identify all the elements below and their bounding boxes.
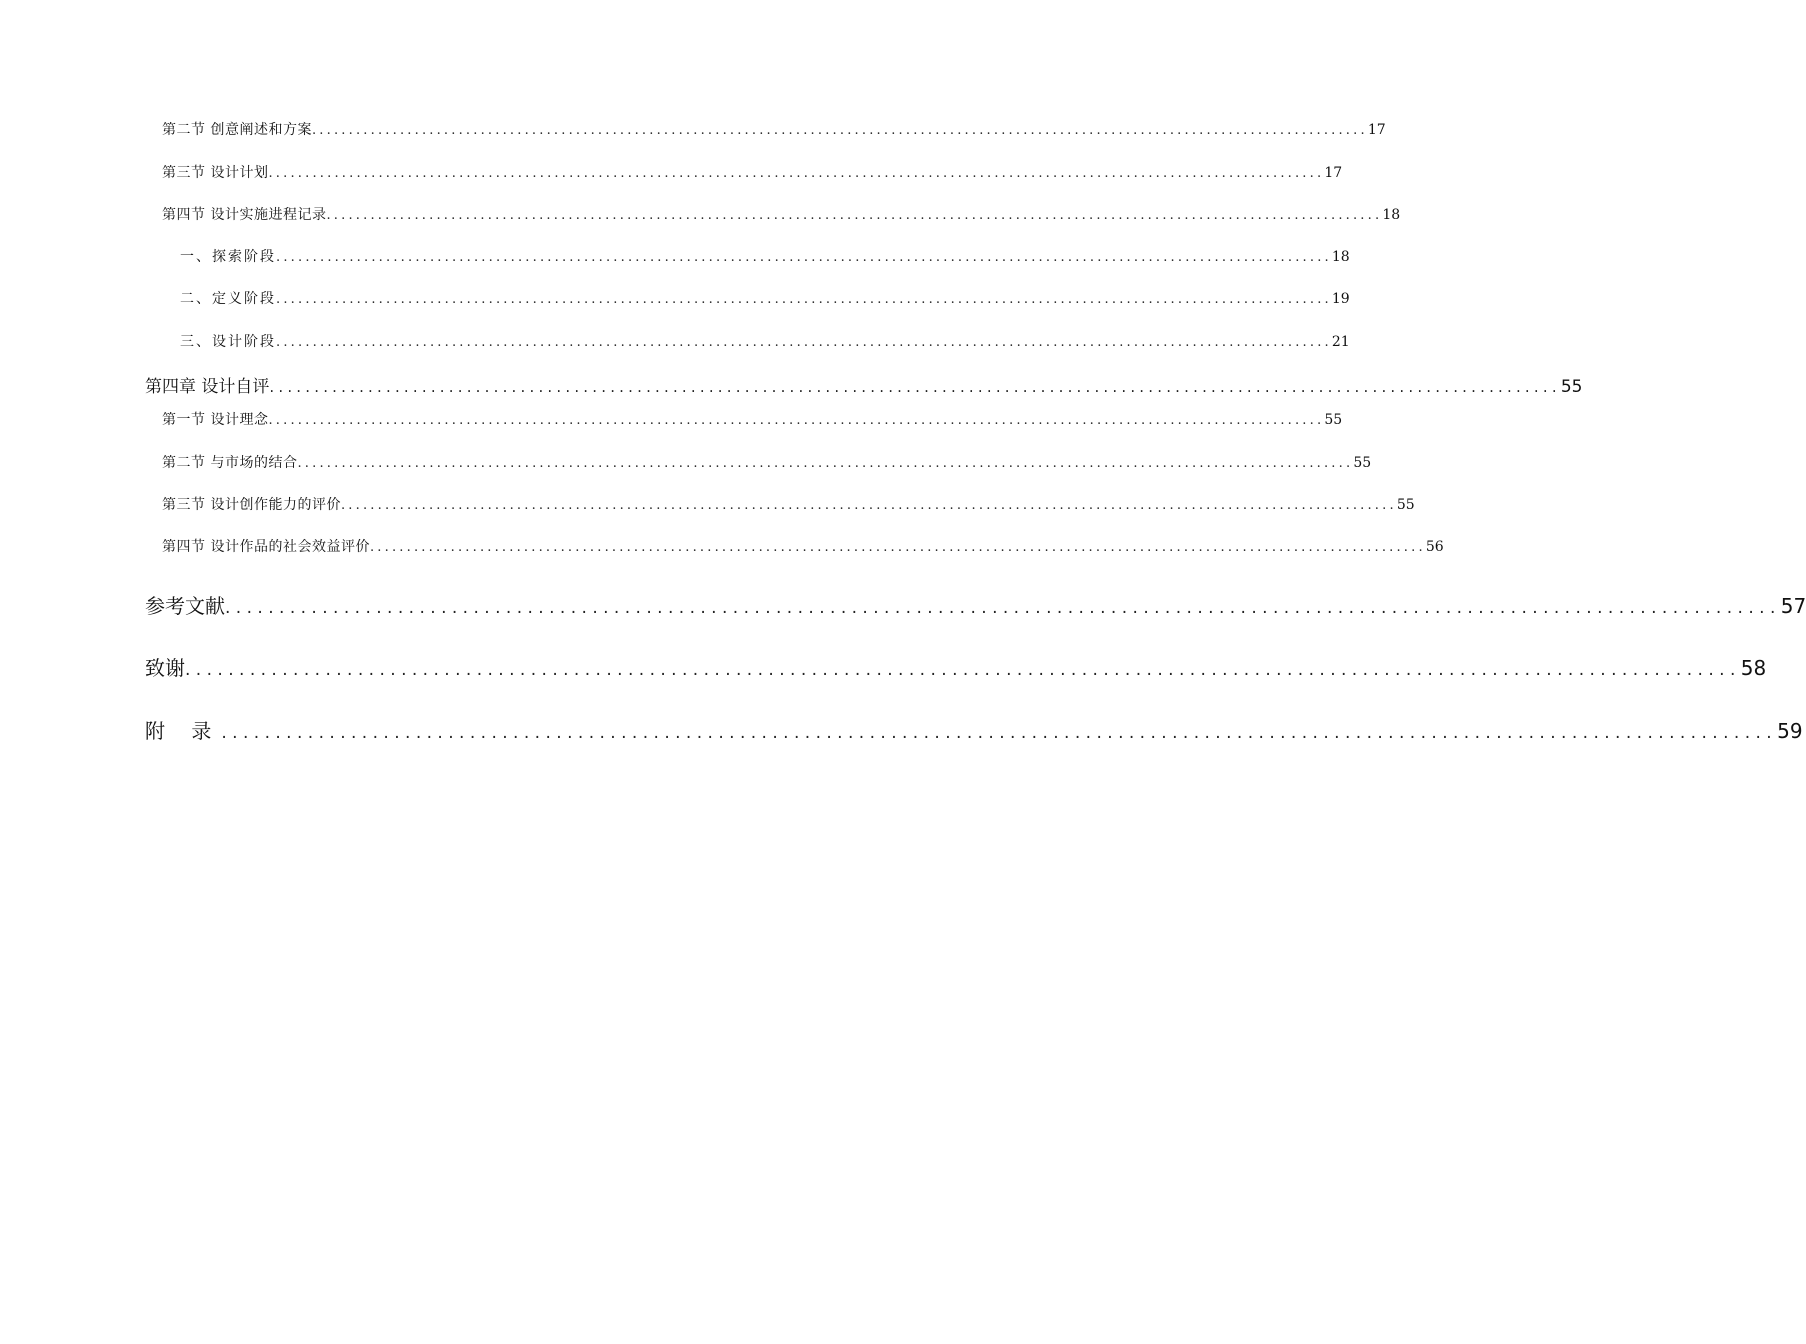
toc-leader-dots: ................................................................................................................................................ — [268, 413, 1325, 428]
toc-entry-label: 第四节 设计作品的社会效益评价 — [162, 539, 370, 555]
toc-entry[interactable] — [162, 119, 1386, 139]
toc-leader-dots: ................................................................................................................................................ — [269, 378, 1561, 396]
toc-page-number: 21 — [1331, 334, 1350, 350]
toc-entry-label: 致谢 — [145, 656, 185, 680]
toc-entry[interactable] — [162, 536, 1444, 556]
toc-entry[interactable] — [145, 590, 1806, 619]
toc-entry[interactable] — [162, 162, 1343, 182]
toc-page-number: 59 — [1777, 719, 1803, 743]
toc-entry-label: 附 录 — [145, 719, 222, 743]
toc-entry-label: 第二节 创意阐述和方案 — [162, 122, 312, 138]
toc-leader-dots: ................................................................................................................................................ — [340, 498, 1397, 513]
toc-entry-label: 第一节 设计理念 — [162, 412, 269, 428]
toc-page-number: 55 — [1324, 412, 1343, 428]
toc-page-number: 55 — [1396, 497, 1415, 513]
toc-leader-dots: ................................................................................................................................................ — [276, 335, 1332, 350]
toc-entry-label: 第四节 设计实施进程记录 — [162, 207, 327, 223]
toc-entry-label: 第三节 设计创作能力的评价 — [162, 497, 341, 513]
toc-entry-label: 参考文献 — [145, 594, 225, 618]
toc-page-number: 55 — [1560, 377, 1583, 397]
toc-entry[interactable] — [162, 452, 1372, 472]
toc-page-number: 56 — [1425, 539, 1444, 555]
toc-page-number: 55 — [1353, 455, 1372, 471]
toc-entry-label: 第四章 设计自评 — [145, 377, 270, 397]
toc-leader-dots: ................................................................................................................................................ — [311, 123, 1368, 138]
toc-entry-label: 第二节 与市场的结合 — [162, 455, 298, 471]
toc-leader-dots: ................................................................................................................................................ — [276, 250, 1332, 265]
toc-leader-dots: ................................................................................................................................................ — [369, 540, 1426, 555]
toc-leader-dots: ................................................................................................................................................ — [221, 723, 1778, 743]
toc-entry[interactable] — [145, 715, 1803, 744]
toc-entry[interactable] — [180, 288, 1350, 308]
toc-entry-label: 三、设计阶段 — [180, 334, 276, 350]
toc-entry-label: 二、定义阶段 — [180, 291, 276, 307]
toc-entry[interactable] — [145, 652, 1767, 681]
toc-entry[interactable] — [180, 246, 1350, 266]
toc-leader-dots: ................................................................................................................................................ — [185, 660, 1741, 680]
toc-entry-label: 一、探索阶段 — [180, 249, 276, 265]
toc-entry[interactable] — [162, 494, 1415, 514]
toc-leader-dots: ................................................................................................................................................ — [276, 292, 1332, 307]
toc-leader-dots: ................................................................................................................................................ — [297, 456, 1354, 471]
toc-page-number: 17 — [1367, 122, 1386, 138]
toc-entry[interactable] — [145, 372, 1583, 397]
toc-leader-dots: ................................................................................................................................................ — [268, 166, 1325, 181]
toc-page-number: 58 — [1740, 656, 1767, 680]
toc-page-number: 19 — [1331, 291, 1350, 307]
toc-leader-dots: ................................................................................................................................................ — [225, 598, 1781, 618]
toc-page-number: 17 — [1324, 165, 1343, 181]
toc-entry[interactable] — [162, 204, 1401, 224]
toc-entry-label: 第三节 设计计划 — [162, 165, 269, 181]
toc-page-number: 18 — [1382, 207, 1401, 223]
toc-entry[interactable] — [162, 409, 1343, 429]
toc-page-number: 57 — [1780, 594, 1806, 618]
toc-leader-dots: ................................................................................................................................................ — [326, 208, 1383, 223]
toc-page-number: 18 — [1331, 249, 1350, 265]
toc-entry[interactable] — [180, 331, 1350, 351]
